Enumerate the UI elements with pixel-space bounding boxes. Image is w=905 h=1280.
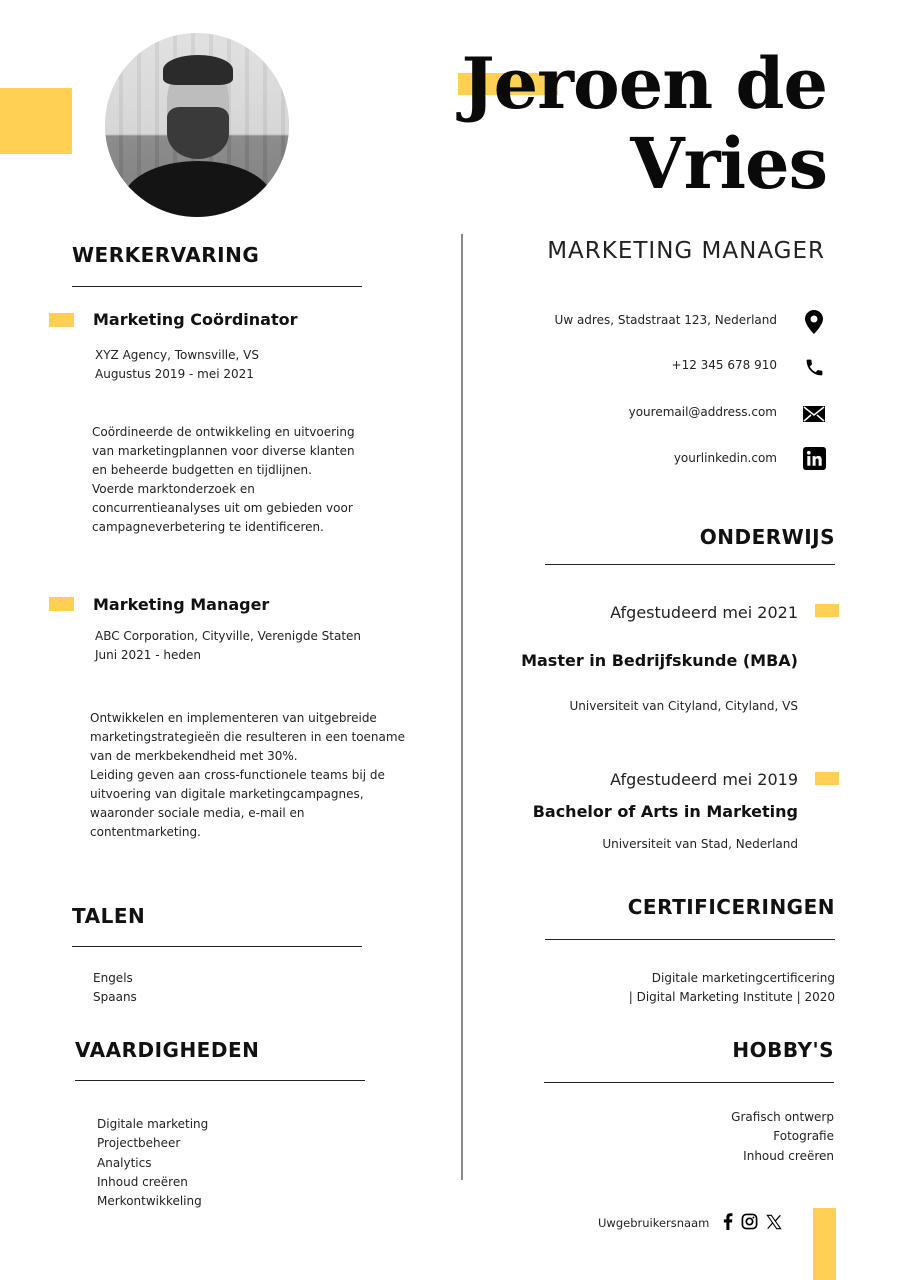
- education-date: Afgestudeerd mei 2021: [610, 603, 798, 622]
- certifications-heading: CERTIFICERINGEN: [627, 895, 835, 919]
- languages-heading: TALEN: [72, 904, 146, 928]
- accent-block-left: [0, 88, 72, 154]
- accent-block-bottom: [813, 1208, 836, 1280]
- skill-item: Analytics: [97, 1155, 152, 1170]
- x-icon[interactable]: [766, 1214, 782, 1234]
- language-item: Engels: [93, 971, 133, 985]
- certification-line: | Digital Marketing Institute | 2020: [628, 990, 835, 1005]
- education-date: Afgestudeerd mei 2019: [610, 770, 798, 789]
- linkedin-icon[interactable]: [802, 446, 826, 470]
- name-line-2: Vries: [630, 122, 827, 205]
- name-line-1: Jeroen de: [461, 42, 827, 125]
- hobby-item: Grafisch ontwerp: [731, 1110, 834, 1124]
- experience-rule: [72, 286, 362, 287]
- contact-phone: +12 345 678 910: [671, 358, 777, 372]
- language-item: Spaans: [93, 990, 137, 1005]
- education-degree: Bachelor of Arts in Marketing: [532, 802, 798, 821]
- social-bar: [598, 1213, 782, 1234]
- contact-email: youremail@address.com: [628, 405, 777, 419]
- column-divider: [461, 234, 463, 1180]
- certifications-list: [629, 969, 835, 1008]
- job-title: Marketing Manager: [93, 595, 270, 614]
- education-school: Universiteit van Stad, Nederland: [602, 837, 798, 851]
- education-marker: [815, 772, 839, 785]
- education-degree: Master in Bedrijfskunde (MBA): [521, 651, 798, 670]
- envelope-icon: [802, 402, 826, 426]
- skill-item: Digitale marketing: [97, 1117, 209, 1131]
- job-title: Marketing Coördinator: [93, 310, 298, 329]
- skill-item: Merkontwikkeling: [97, 1194, 202, 1209]
- contact-linkedin[interactable]: yourlinkedin.com: [673, 451, 777, 465]
- job-period: Augustus 2019 - mei 2021: [95, 367, 254, 381]
- instagram-icon[interactable]: [741, 1213, 758, 1234]
- skill-item: Projectbeheer: [97, 1136, 181, 1151]
- contact-address: Uw adres, Stadstraat 123, Nederland: [554, 313, 777, 327]
- job-company: ABC Corporation, Cityville, Verenigde Staten: [95, 629, 362, 643]
- phone-icon: [802, 355, 826, 379]
- education-rule: [545, 564, 835, 565]
- job-marker: [49, 597, 74, 611]
- hobbies-rule: [544, 1082, 834, 1083]
- hobby-item: Fotografie: [773, 1129, 834, 1144]
- skills-list: [97, 1115, 208, 1211]
- languages-list: [93, 969, 137, 1008]
- languages-rule: [72, 946, 362, 947]
- job-description: Ontwikkelen en implementeren van uitgebreide marketingstrategieën die resulteren in een toename van de merkbekendheid met 30%. Leiding geven aan cross-functionele teams bij de uitvoering van digitale marketingcampagnes, waaronder sociale media, e-mail en contentmarketing.: [90, 711, 405, 839]
- job-marker: [49, 313, 74, 327]
- job-period: Juni 2021 - heden: [95, 648, 201, 662]
- skills-heading: VAARDIGHEDEN: [75, 1038, 260, 1062]
- full-name: [461, 44, 827, 204]
- social-username: Uwgebruikersnaam: [598, 1216, 710, 1230]
- education-school: Universiteit van Cityland, Cityland, VS: [569, 699, 798, 713]
- education-heading: ONDERWIJS: [699, 525, 835, 549]
- map-pin-icon: [802, 310, 826, 334]
- hobby-item: Inhoud creëren: [743, 1148, 834, 1163]
- certification-line: Digitale marketingcertificering: [651, 971, 835, 985]
- skills-rule: [75, 1080, 365, 1081]
- experience-heading: WERKERVARING: [72, 243, 260, 267]
- education-marker: [815, 604, 839, 617]
- job-role: MARKETING MANAGER: [547, 238, 825, 264]
- hobbies-list: [731, 1108, 834, 1166]
- skill-item: Inhoud creëren: [97, 1174, 188, 1189]
- profile-photo: [105, 33, 289, 217]
- job-company: XYZ Agency, Townsville, VS: [95, 348, 259, 362]
- job-description: Coördineerde de ontwikkeling en uitvoering van marketingplannen voor diverse klanten en beheerde budgetten en tijdlijnen. Voerde marktonderzoek en concurrentieanalyses uit om gebieden voor campagneverbetering te identificeren.: [92, 425, 355, 534]
- certifications-rule: [545, 939, 835, 940]
- hobbies-heading: HOBBY'S: [732, 1038, 834, 1062]
- facebook-icon[interactable]: [723, 1213, 733, 1234]
